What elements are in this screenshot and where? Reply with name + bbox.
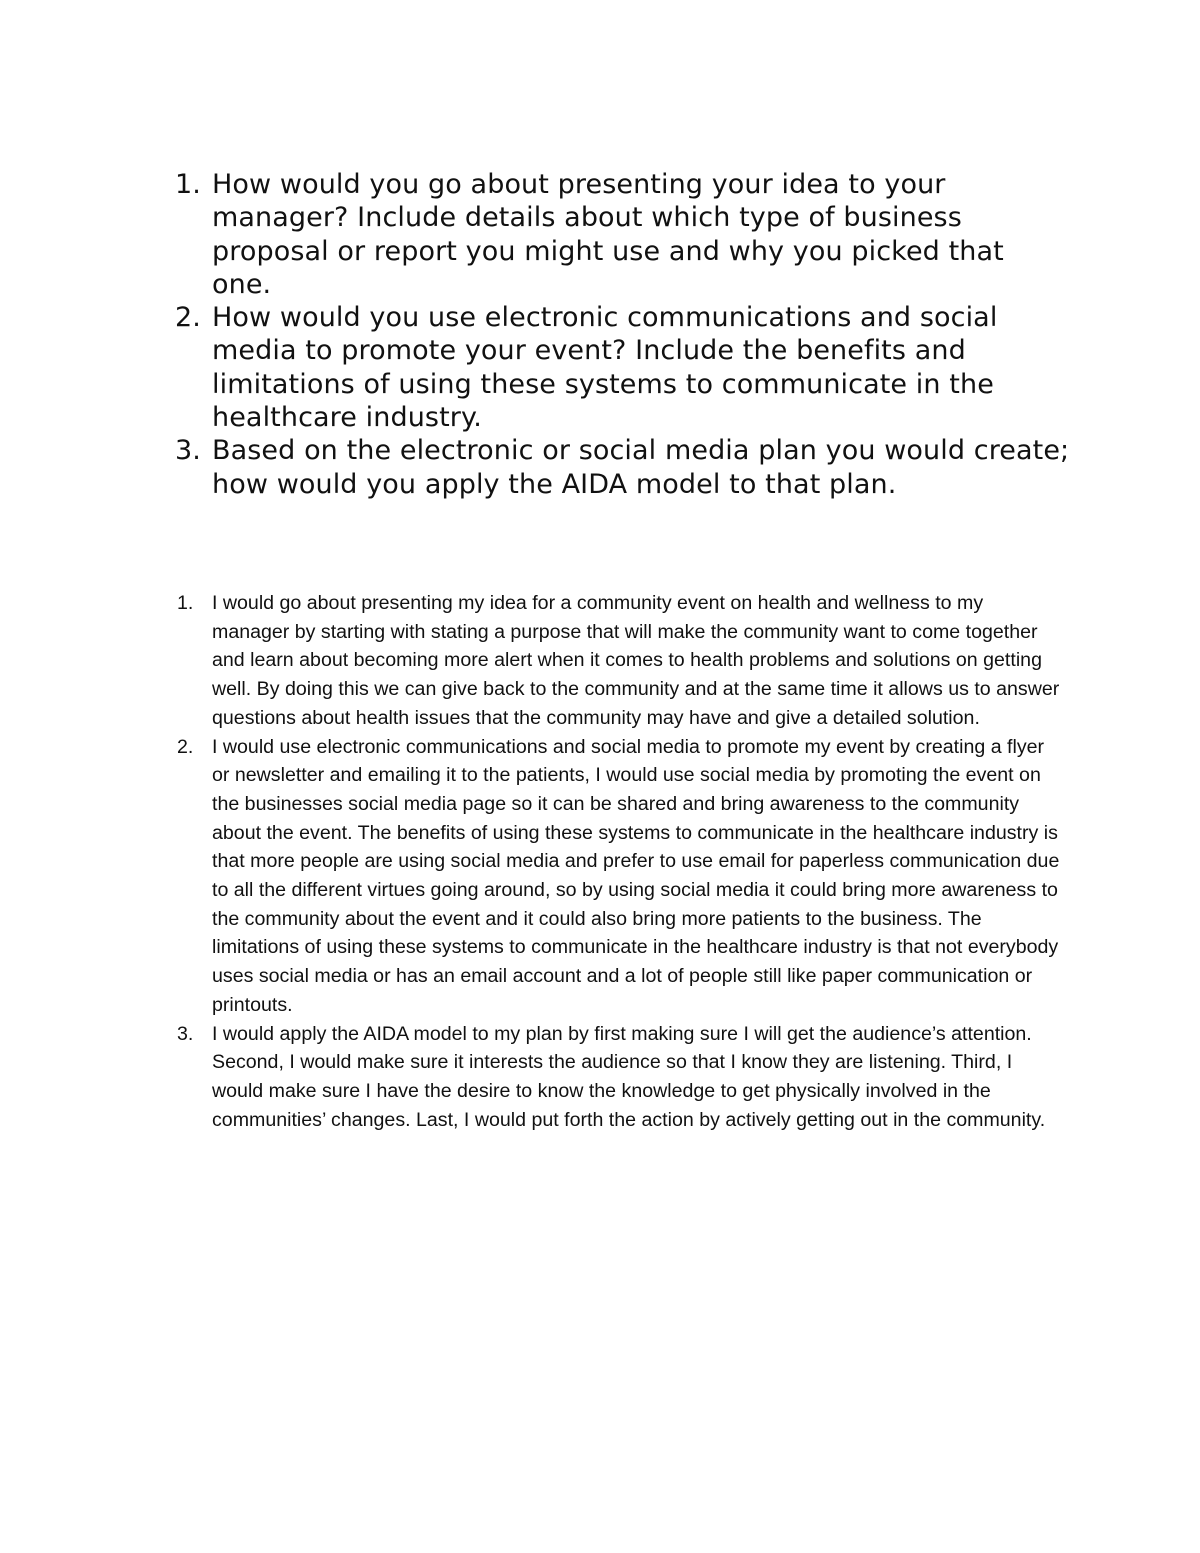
answer-list — [172, 589, 1062, 1134]
answer-number: 1. — [177, 592, 194, 614]
answer-item — [172, 589, 1062, 733]
answer-text: I would go about presenting my idea for a community event on health and wellness to my manager by starting with stating a purpose that will make the community want to come together and learn about becoming more alert when it comes to health problems and solutions on getting well. By doing this we can give back to the community and at the same time it allows us to answer questions about health issues that the community may have and give a detailed solution. — [212, 592, 1060, 729]
answer-item — [172, 733, 1062, 1020]
question-text: Based on the electronic or social media plan you would create; how would you apply the AIDA model to that plan. — [212, 435, 1070, 500]
question-item — [170, 301, 1070, 434]
answer-text: I would use electronic communications and social media to promote my event by creating a flyer or newsletter and emailing it to the patients, I would use social media by promoting the event on the businesses social media page so it can be shared and bring awareness to the community about the event. The benefits of using these systems to communicate in the healthcare industry is that more people are using social media and prefer to use email for paperless communication due to all the different virtues going around, so by using social media it could bring more awareness to the community about the event and it could also bring more patients to the business. The limitations of using these systems to communicate in the healthcare industry is that not everybody uses social media or has an email account and a lot of people still like paper communication or printouts. — [212, 735, 1060, 1016]
question-text: How would you go about presenting your idea to your manager? Include details about which type of business proposal or report you might use and why you picked that one. — [212, 169, 1004, 300]
question-item — [170, 434, 1070, 501]
question-number: 1. — [175, 169, 201, 200]
question-list — [170, 168, 1070, 501]
answer-item — [172, 1020, 1062, 1135]
question-item — [170, 168, 1070, 301]
question-number: 2. — [175, 302, 201, 334]
answer-text: I would apply the AIDA model to my plan by first making sure I will get the audience’s attention. Second, I would make sure it interests the audience so that I know they are listening. Third, I would make sure I have the desire to know the knowledge to get physically involved in the communities’ changes. Last, I would put forth the action by actively getting out in the community. — [212, 1022, 1046, 1131]
answer-number: 3. — [177, 1022, 194, 1045]
answer-number: 2. — [177, 735, 194, 758]
question-text: How would you use electronic communications and social media to promote your event? Include the benefits and limitations of using these systems to communicate in the healthcare industry. — [212, 302, 998, 434]
question-number: 3. — [175, 435, 201, 467]
